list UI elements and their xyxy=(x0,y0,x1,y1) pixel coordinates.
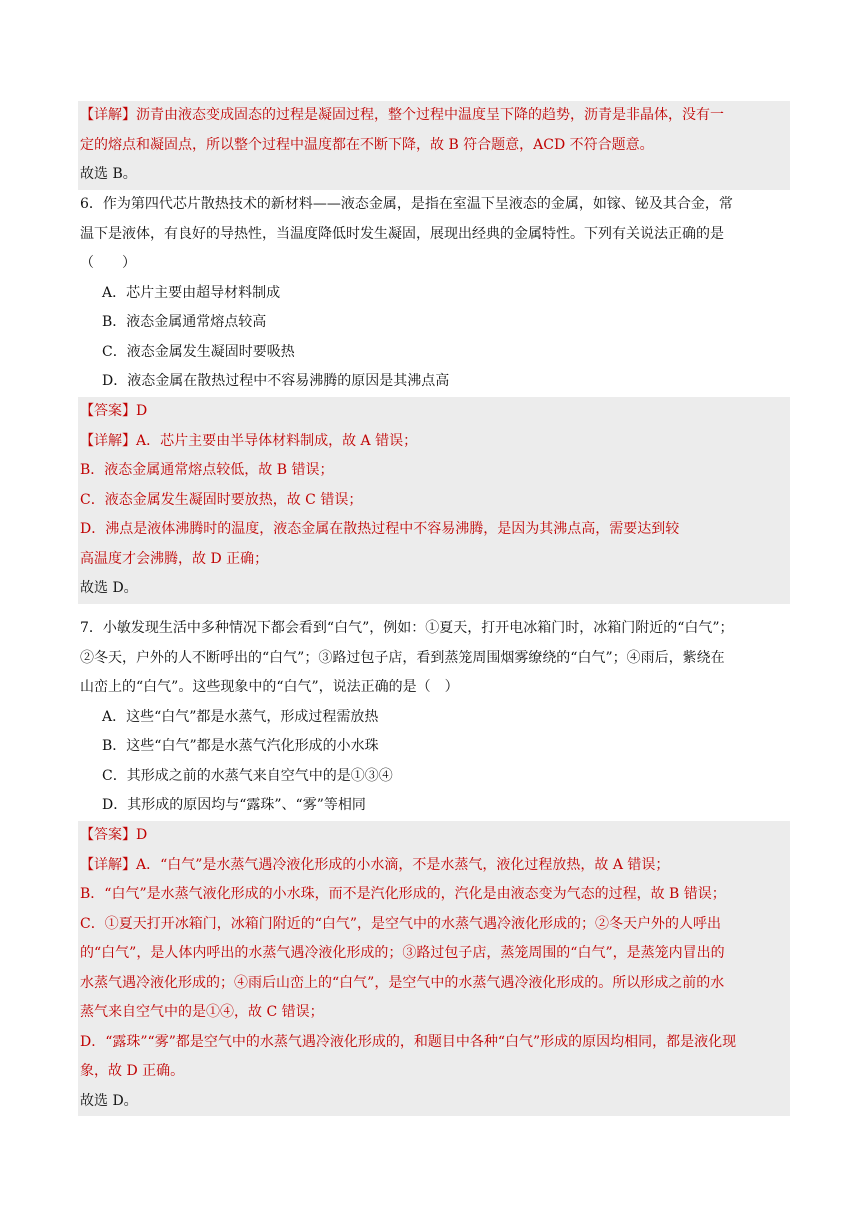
q7-option-b: B．这些“白气”都是水蒸气汽化形成的小水珠 xyxy=(102,738,379,754)
q7-conclusion: 故选 D。 xyxy=(80,1092,138,1109)
q7-detail-line: 【详解】A．“白气”是水蒸气遇冷液化形成的小水滴，不是水蒸气，液化过程放热，故 A 错误； xyxy=(80,856,670,873)
q5-detail-line: 【详解】沥青由液态变成固态的过程是凝固过程，整个过程中温度呈下降的趋势，沥青是非晶体，没有一 xyxy=(80,107,724,123)
q7-detail-line: B．“白气”是水蒸气液化形成的小水珠，而不是汽化形成的，汽化是由液态变为气态的过程，故 B 错误； xyxy=(80,886,726,902)
q7-question xyxy=(78,614,790,821)
q6-detail-line: 高温度才会沸腾，故 D 正确； xyxy=(80,550,269,567)
q7-detail-line: D．“露珠”“雾”都是空气中的水蒸气遇冷液化形成的，和题目中各种“白气”形成的原因均相同，都是液化现 xyxy=(80,1033,737,1050)
q7-answer: 【答案】D xyxy=(80,827,148,843)
q7-option-d: D．其形成的原因均与“露珠”、“雾”等相同 xyxy=(102,797,366,813)
q6-stem-line: 温下是液体，有良好的导热性，当温度降低时发生凝固，展现出经典的金属特性。下列有关说法正确的是 xyxy=(80,225,724,242)
q7-stem-line: 7．小敏发现生活中多种情况下都会看到“白气”，例如：①夏天，打开电冰箱门时，冰箱门附近的“白气”； xyxy=(80,620,734,636)
q6-detail-line: D．沸点是液体沸腾时的温度，液态金属在散热过程中不容易沸腾，是因为其沸点高，需要达到较 xyxy=(80,521,680,537)
q6-conclusion: 故选 D。 xyxy=(80,580,138,596)
q6-option-b: B．液态金属通常熔点较高 xyxy=(102,314,267,330)
q5-conclusion: 故选 B。 xyxy=(80,166,137,182)
q6-option-c: C．液态金属发生凝固时要吸热 xyxy=(102,343,295,360)
q6-detail-line: B．液态金属通常熔点较低，故 B 错误； xyxy=(80,462,334,478)
q6-option-d: D．液态金属在散热过程中不容易沸腾的原因是其沸点高 xyxy=(102,373,450,389)
q7-option-a: A．这些“白气”都是水蒸气，形成过程需放热 xyxy=(102,708,379,725)
q7-detail-line: 象，故 D 正确。 xyxy=(80,1063,185,1079)
q7-detail-line: 蒸气来自空气中的是①④，故 C 错误； xyxy=(80,1004,324,1020)
q7-stem-line: ②冬天，户外的人不断呼出的“白气”；③路过包子店，看到蒸笼周围烟雾缭绕的“白气”；④雨后，紫绕在 xyxy=(80,649,725,666)
q7-detail-line: 的“白气”，是人体内呼出的水蒸气遇冷液化形成的；③路过包子店，蒸笼周围的“白气”，是蒸笼内冒出的 xyxy=(80,945,725,961)
q6-question xyxy=(78,190,790,397)
q7-stem-line: 山峦上的“白气”。这些现象中的“白气”，说法正确的是（ ） xyxy=(80,679,459,695)
q7-detail-line: 水蒸气遇冷液化形成的；④雨后山峦上的“白气”，是空气中的水蒸气遇冷液化形成的。所以形成之前的水 xyxy=(80,974,725,991)
q6-stem-line: 6．作为第四代芯片散热技术的新材料——液态金属，是指在室温下呈液态的金属，如镓、铋及其合金，常 xyxy=(80,196,733,212)
q5-detail-line: 定的熔点和凝固点，所以整个过程中温度都在不断下降，故 B 符合题意，ACD 不符合题意。 xyxy=(80,136,654,153)
q6-answer: 【答案】D xyxy=(80,403,148,419)
q6-stem-line: （ ） xyxy=(80,255,136,271)
q7-detail-line: C．①夏天打开冰箱门，冰箱门附近的“白气”，是空气中的水蒸气遇冷液化形成的；②冬天户外的人呼出 xyxy=(80,915,722,932)
q5-explanation xyxy=(78,101,790,190)
q7-explanation xyxy=(78,821,790,1116)
q6-detail-line: 【详解】A．芯片主要由半导体材料制成，故 A 错误； xyxy=(80,432,418,449)
q6-detail-line: C．液态金属发生凝固时要放热，故 C 错误； xyxy=(80,491,363,508)
q6-explanation xyxy=(78,397,790,604)
q7-option-c: C．其形成之前的水蒸气来自空气中的是①③④ xyxy=(102,767,393,784)
q6-option-a: A．芯片主要由超导材料制成 xyxy=(102,284,281,301)
